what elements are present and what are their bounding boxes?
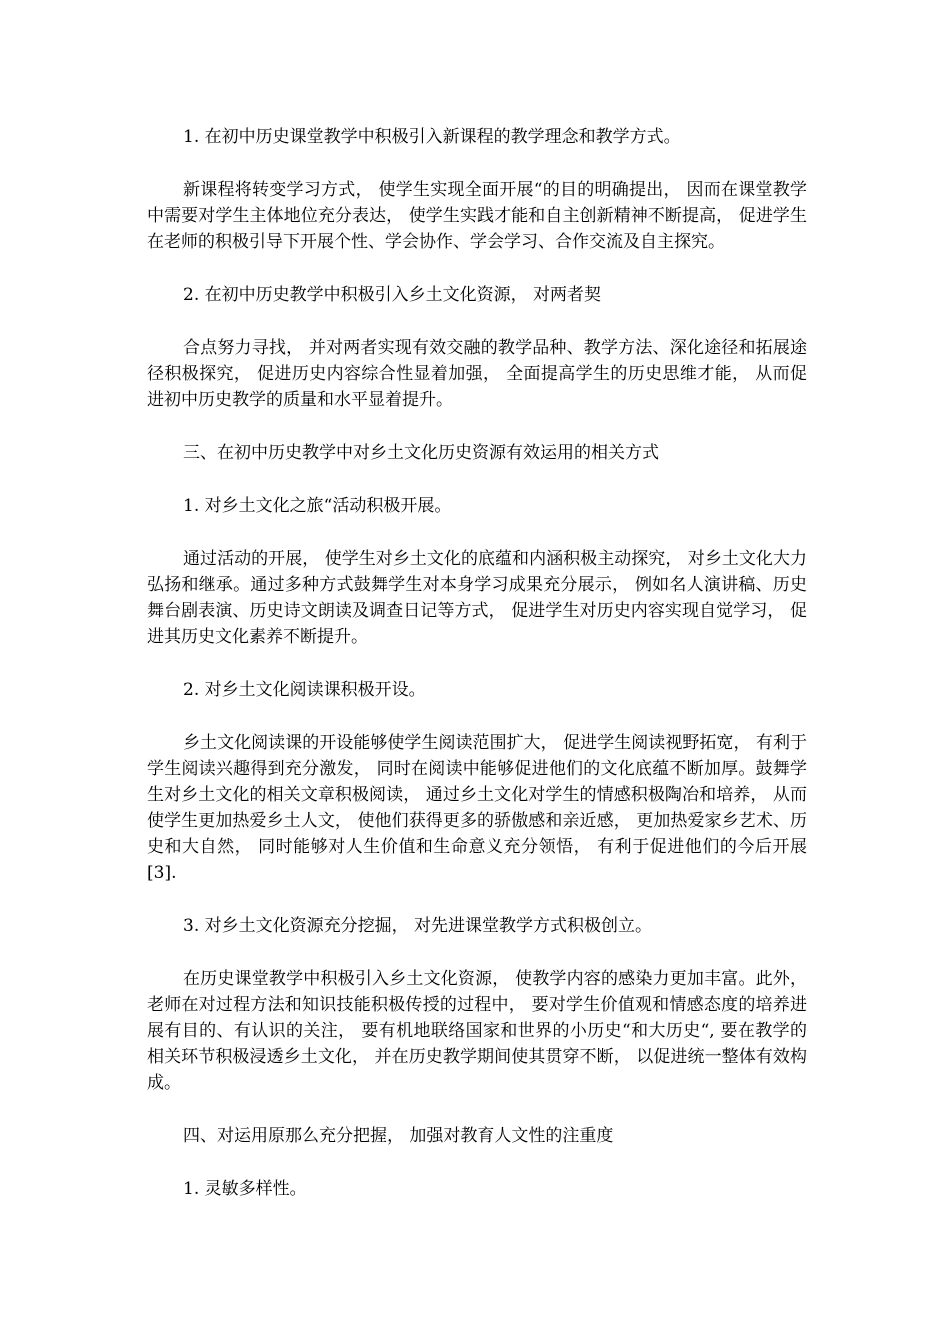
- paragraph-10: 3. 对乡土文化资源充分挖掘， 对先进课堂教学方式积极创立。: [183, 916, 653, 936]
- paragraph-6: 1. 对乡土文化之旅“活动积极开展。: [183, 496, 452, 516]
- document-page: [147, 124, 807, 1202]
- section-heading-4: 四、对运用原那么充分把握， 加强对教育人文性的注重度: [183, 1126, 614, 1146]
- paragraph-11: 在历史课堂教学中积极引入乡土文化资源， 使教学内容的感染力更加丰富。此外， 老师在对过程方法和知识技能积极传授的过程中， 要对学生价值观和情感态度的培养进展有目的、有认识的关注， 要有机地联络国家和世界的小历史“和大历史“, 要在教学的相关环节积极浸透乡土文化， 并在历史教学期间使其贯穿不断， 以促进统一整体有效构成。: [147, 969, 807, 1093]
- paragraph-13: 1. 灵敏多样性。: [183, 1179, 307, 1199]
- paragraph-3: 2. 在初中历史教学中积极引入乡土文化资源， 对两者契: [183, 285, 602, 305]
- paragraph-1: 1. 在初中历史课堂教学中积极引入新课程的教学理念和教学方式。: [183, 127, 681, 147]
- paragraph-4: 合点努力寻找， 并对两者实现有效交融的教学品种、教学方法、深化途径和拓展途径积极探究， 促进历史内容综合性显着加强， 全面提高学生的历史思维才能， 从而促进初中历史教学的质量和水平显着提升。: [147, 338, 807, 410]
- paragraph-9: 乡土文化阅读课的开设能够使学生阅读范围扩大， 促进学生阅读视野拓宽， 有利于学生阅读兴趣得到充分激发， 同时在阅读中能够促进他们的文化底蕴不断加厚。鼓舞学生对乡土文化的相关文章积极阅读， 通过乡土文化对学生的情感积极陶冶和培养， 从而使学生更加热爱乡土人文， 使他们获得更多的骄傲感和亲近感， 更加热爱家乡艺术、历史和大自然， 同时能够对人生价值和生命意义充分领悟， 有利于促进他们的今后开展[3].: [147, 733, 807, 883]
- paragraph-2: 新课程将转变学习方式， 使学生实现全面开展“的目的明确提出， 因而在课堂教学中需要对学生主体地位充分表达， 使学生实践才能和自主创新精神不断提高， 促进学生在老师的积极引导下开展个性、学会协作、学会学习、合作交流及自主探究。: [147, 180, 807, 252]
- section-heading-3: 三、在初中历史教学中对乡土文化历史资源有效运用的相关方式: [183, 443, 659, 463]
- paragraph-7: 通过活动的开展， 使学生对乡土文化的底蕴和内涵积极主动探究， 对乡土文化大力弘扬和继承。通过多种方式鼓舞学生对本身学习成果充分展示， 例如名人演讲稿、历史舞台剧表演、历史诗文朗读及调查日记等方式， 促进学生对历史内容实现自觉学习， 促进其历史文化素养不断提升。: [147, 549, 807, 647]
- paragraph-8: 2. 对乡土文化阅读课积极开设。: [183, 680, 426, 700]
